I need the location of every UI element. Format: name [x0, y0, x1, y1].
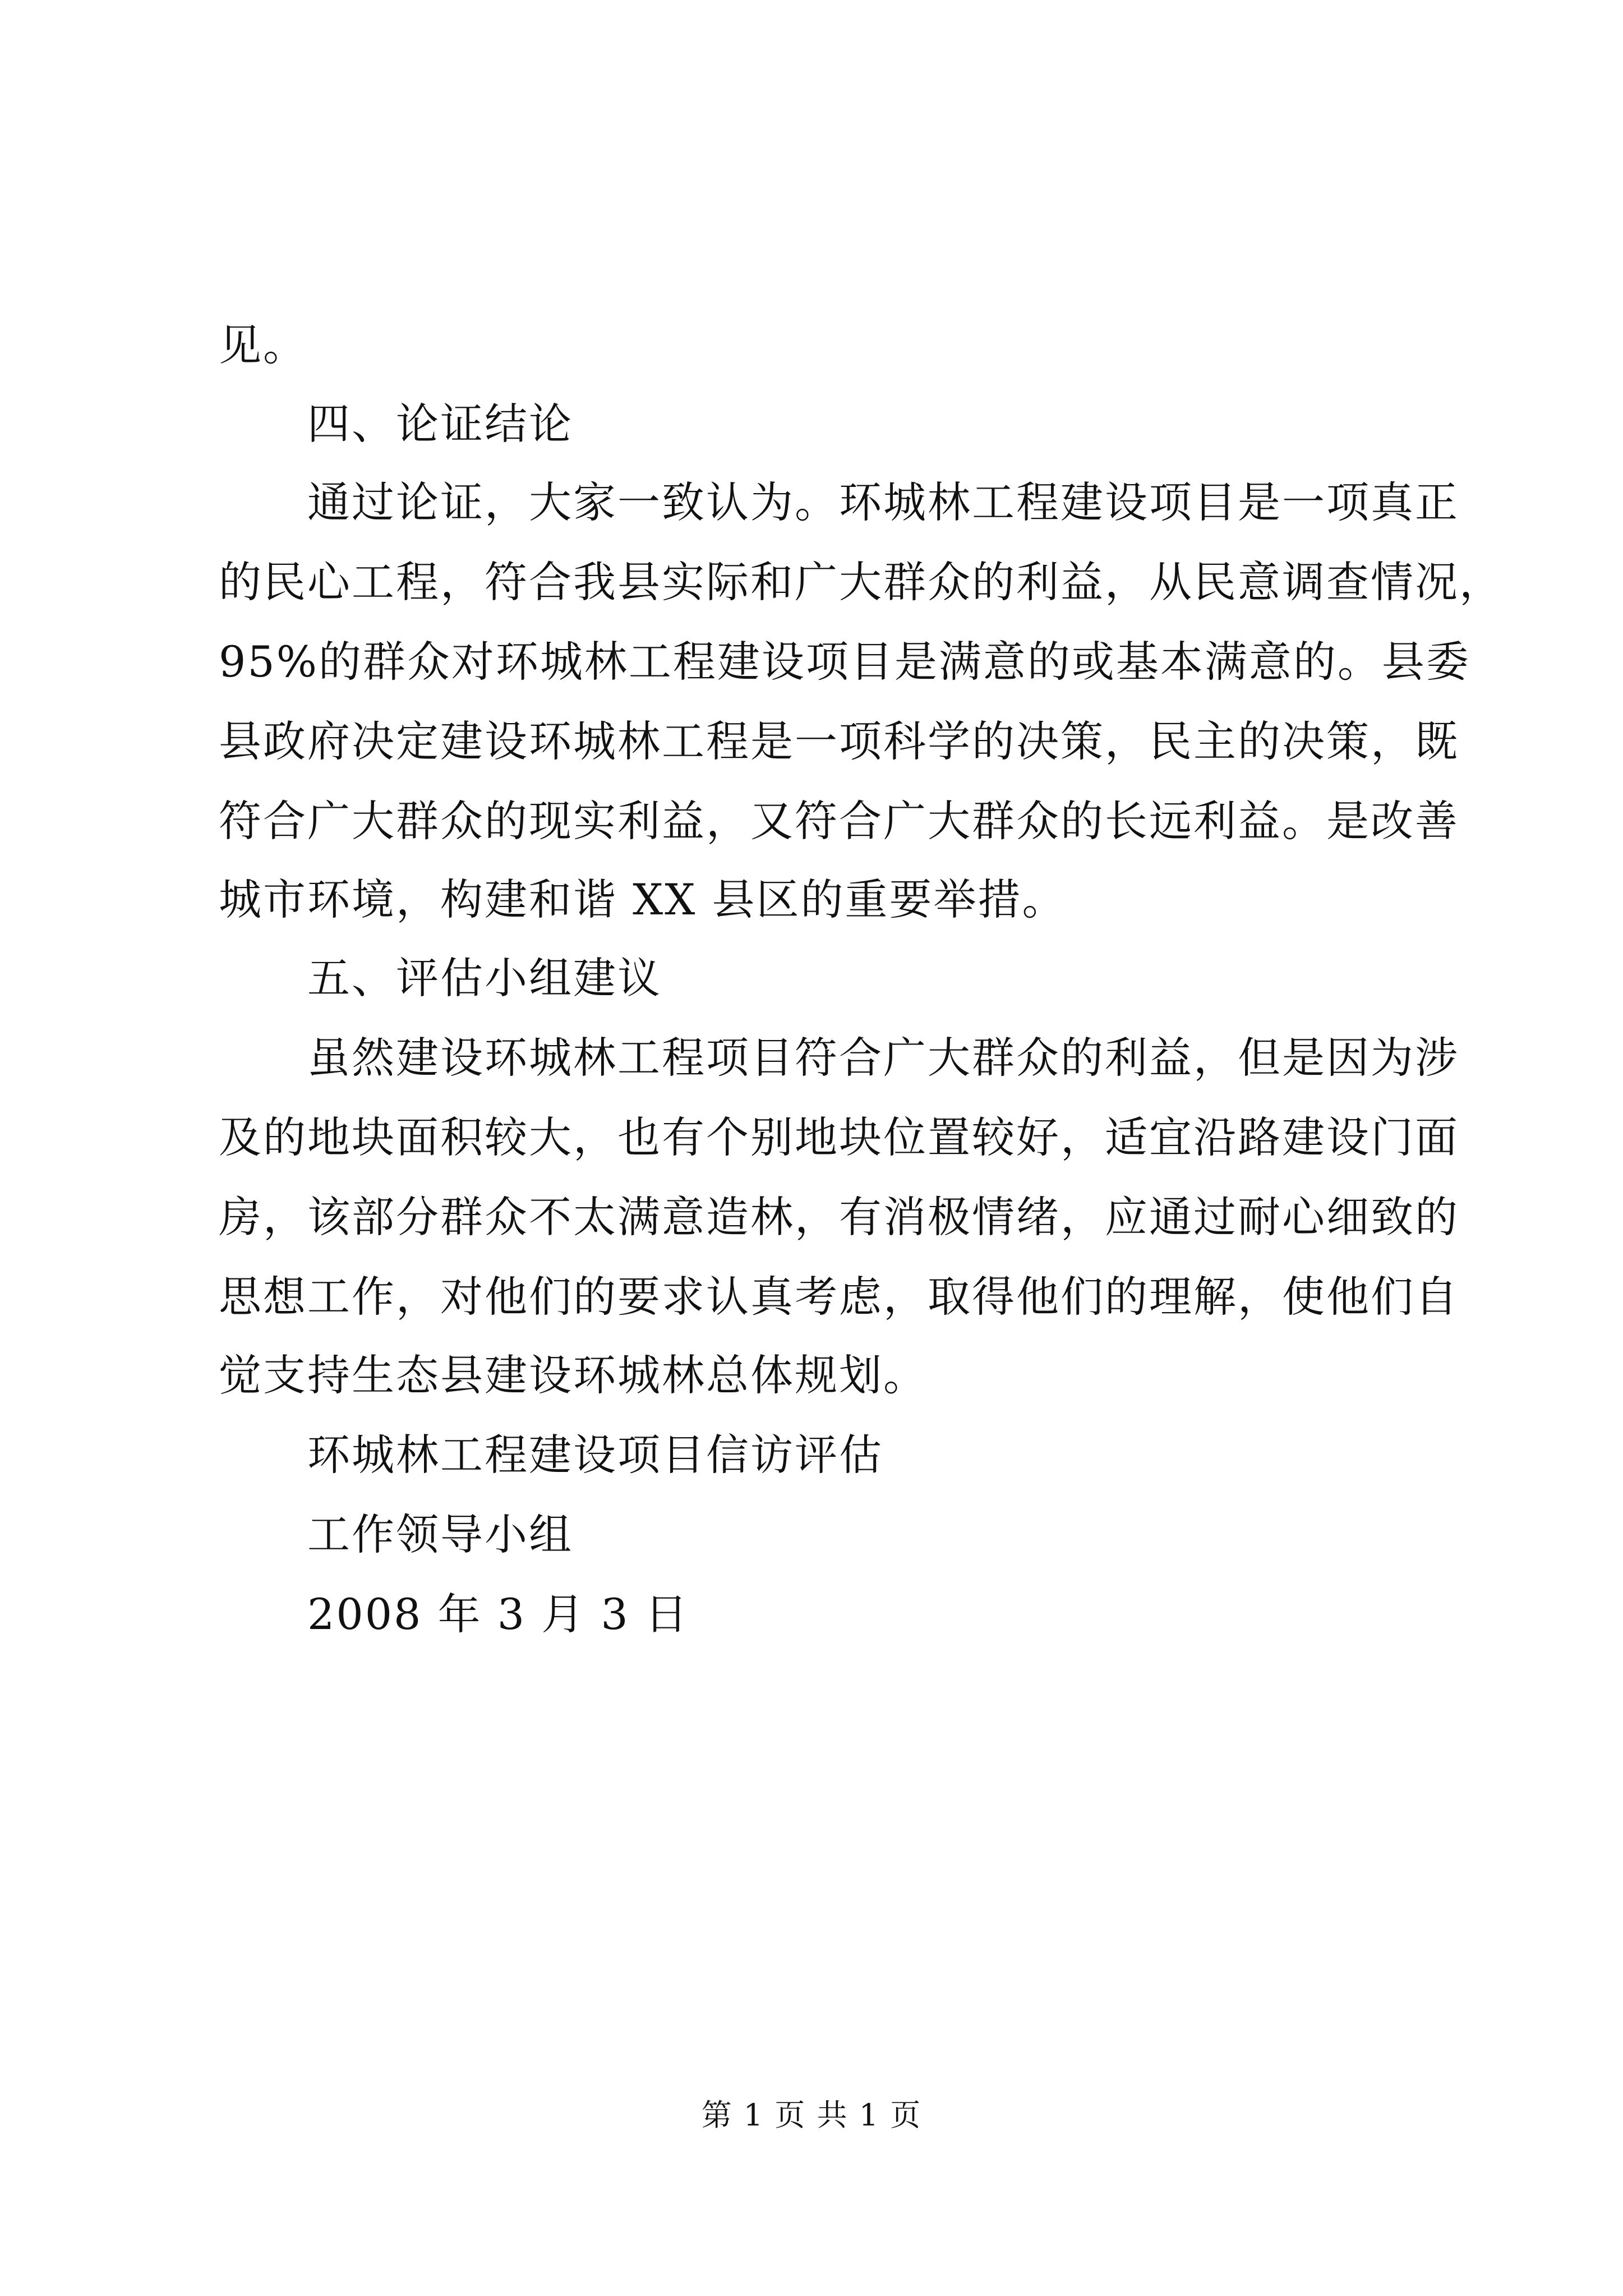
text-line: 虽然建设环城林工程项目符合广大群众的利益，但是因为涉: [307, 1033, 1459, 1083]
section-heading-suggestion: 五、评估小组建议: [307, 953, 662, 1003]
text-line-continuation: 见。: [219, 320, 307, 370]
page-number-footer: 第 1 页 共 1 页: [701, 2097, 922, 2133]
text-line: 县政府决定建设环城林工程是一项科学的决策，民主的决策，既: [219, 716, 1459, 766]
text-line: 思想工作，对他们的要求认真考虑，取得他们的理解，使他们自: [219, 1272, 1459, 1322]
text-line: 95%的群众对环城林工程建设项目是满意的或基本满意的。县委: [219, 637, 1470, 687]
section-heading-conclusion: 四、论证结论: [307, 399, 573, 449]
text-line: 城市环境，构建和谐 XX 县区的重要举措。: [219, 875, 1067, 924]
signature-line-org: 环城林工程建设项目信访评估: [307, 1430, 883, 1480]
text-line: 房，该部分群众不太满意造林，有消极情绪，应通过耐心细致的: [219, 1192, 1459, 1242]
text-line: 符合广大群众的现实利益，又符合广大群众的长远利益。是改善: [219, 796, 1459, 846]
text-line: 通过论证，大家一致认为。环城林工程建设项目是一项真正: [307, 477, 1459, 527]
signature-date: 2008 年 3 月 3 日: [307, 1589, 689, 1639]
text-line: 觉支持生态县建设环城林总体规划。: [219, 1350, 928, 1400]
text-line: 的民心工程，符合我县实际和广大群众的利益，从民意调查情况，: [219, 557, 1504, 607]
text-line: 及的地块面积较大，也有个别地块位置较好，适宜沿路建设门面: [219, 1112, 1459, 1162]
signature-line-group: 工作领导小组: [307, 1510, 573, 1559]
